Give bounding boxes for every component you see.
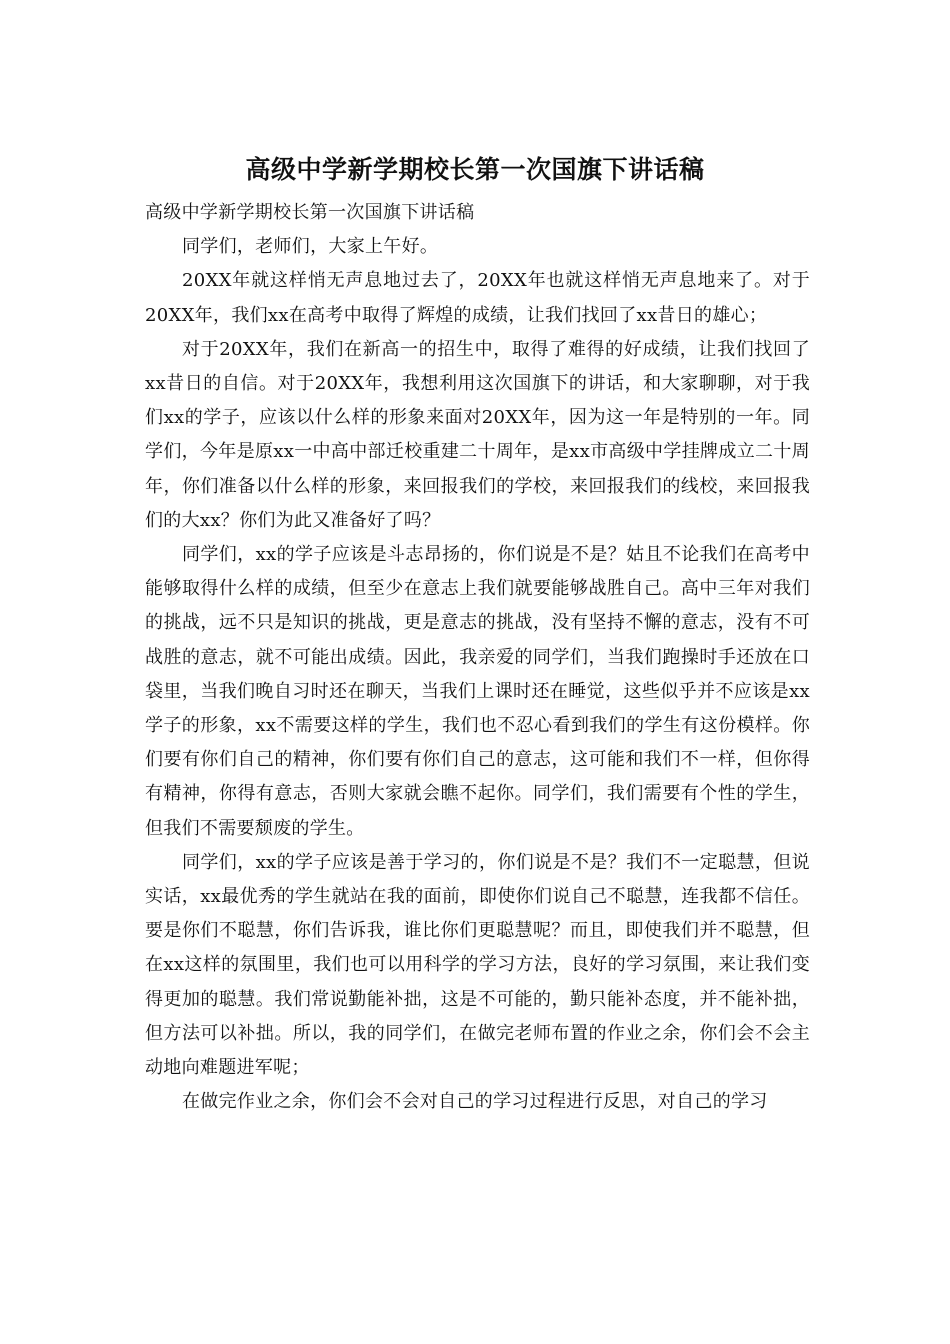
paragraph: 同学们，xx的学子应该是斗志昂扬的，你们说是不是？姑且不论我们在高考中能够取得什么样的成绩，但至少在意志上我们就要能够战胜自己。高中三年对我们的挑战，远不只是知识的挑战，更是意志的挑战，没有坚持不懈的意志，没有不可战胜的意志，就不可能出成绩。因此，我亲爱的同学们，当我们跑操时手还放在口袋里，当我们晚自习时还在聊天，当我们上课时还在睡觉，这些似乎并不应该是xx学子的形象，xx不需要这样的学生，我们也不忍心看到我们的学生有这份模样。你们要有你们自己的精神，你们要有你们自己的意志，这可能和我们不一样，但你得有精神，你得有意志，否则大家就会瞧不起你。同学们，我们需要有个性的学生，但我们不需要颓废的学生。	[145, 544, 810, 839]
document-body	[145, 196, 810, 1119]
paragraph: 对于20XX年，我们在新高一的招生中，取得了难得的好成绩，让我们找回了xx昔日的自信。对于20XX年，我想利用这次国旗下的讲话，和大家聊聊，对于我们xx的学子，应该以什么样的形象来面对20XX年，因为这一年是特别的一年。同学们，今年是原xx一中高中部迁校重建二十周年，是xx市高级中学挂牌成立二十周年，你们准备以什么样的形象，来回报我们的学校，来回报我们的线校，来回报我们的大xx？你们为此又准备好了吗？	[145, 338, 810, 531]
paragraph: 20XX年就这样悄无声息地过去了，20XX年也就这样悄无声息地来了。对于20XX年，我们xx在高考中取得了辉煌的成绩，让我们找回了xx昔日的雄心；	[145, 270, 810, 326]
paragraph: 在做完作业之余，你们会不会对自己的学习过程进行反思，对自己的学习	[182, 1091, 768, 1113]
paragraph-greeting: 同学们，老师们，大家上午好。	[182, 236, 439, 258]
paragraph: 同学们，xx的学子应该是善于学习的，你们说是不是？我们不一定聪慧，但说实话，xx最优秀的学生就站在我的面前，即使你们说自己不聪慧，连我都不信任。要是你们不聪慧，你们告诉我，谁比你们更聪慧呢？而且，即使我们并不聪慧，但在xx这样的氛围里，我们也可以用科学的学习方法，良好的学习氛围，来让我们变得更加的聪慧。我们常说勤能补拙，这是不可能的，勤只能补态度，并不能补拙，但方法可以补拙。所以，我的同学们，在做完老师布置的作业之余，你们会不会主动地向难题进军呢；	[145, 851, 810, 1079]
paragraph-subtitle: 高级中学新学期校长第一次国旗下讲话稿	[145, 202, 475, 223]
document-title: 高级中学新学期校长第一次国旗下讲话稿	[245, 155, 705, 184]
